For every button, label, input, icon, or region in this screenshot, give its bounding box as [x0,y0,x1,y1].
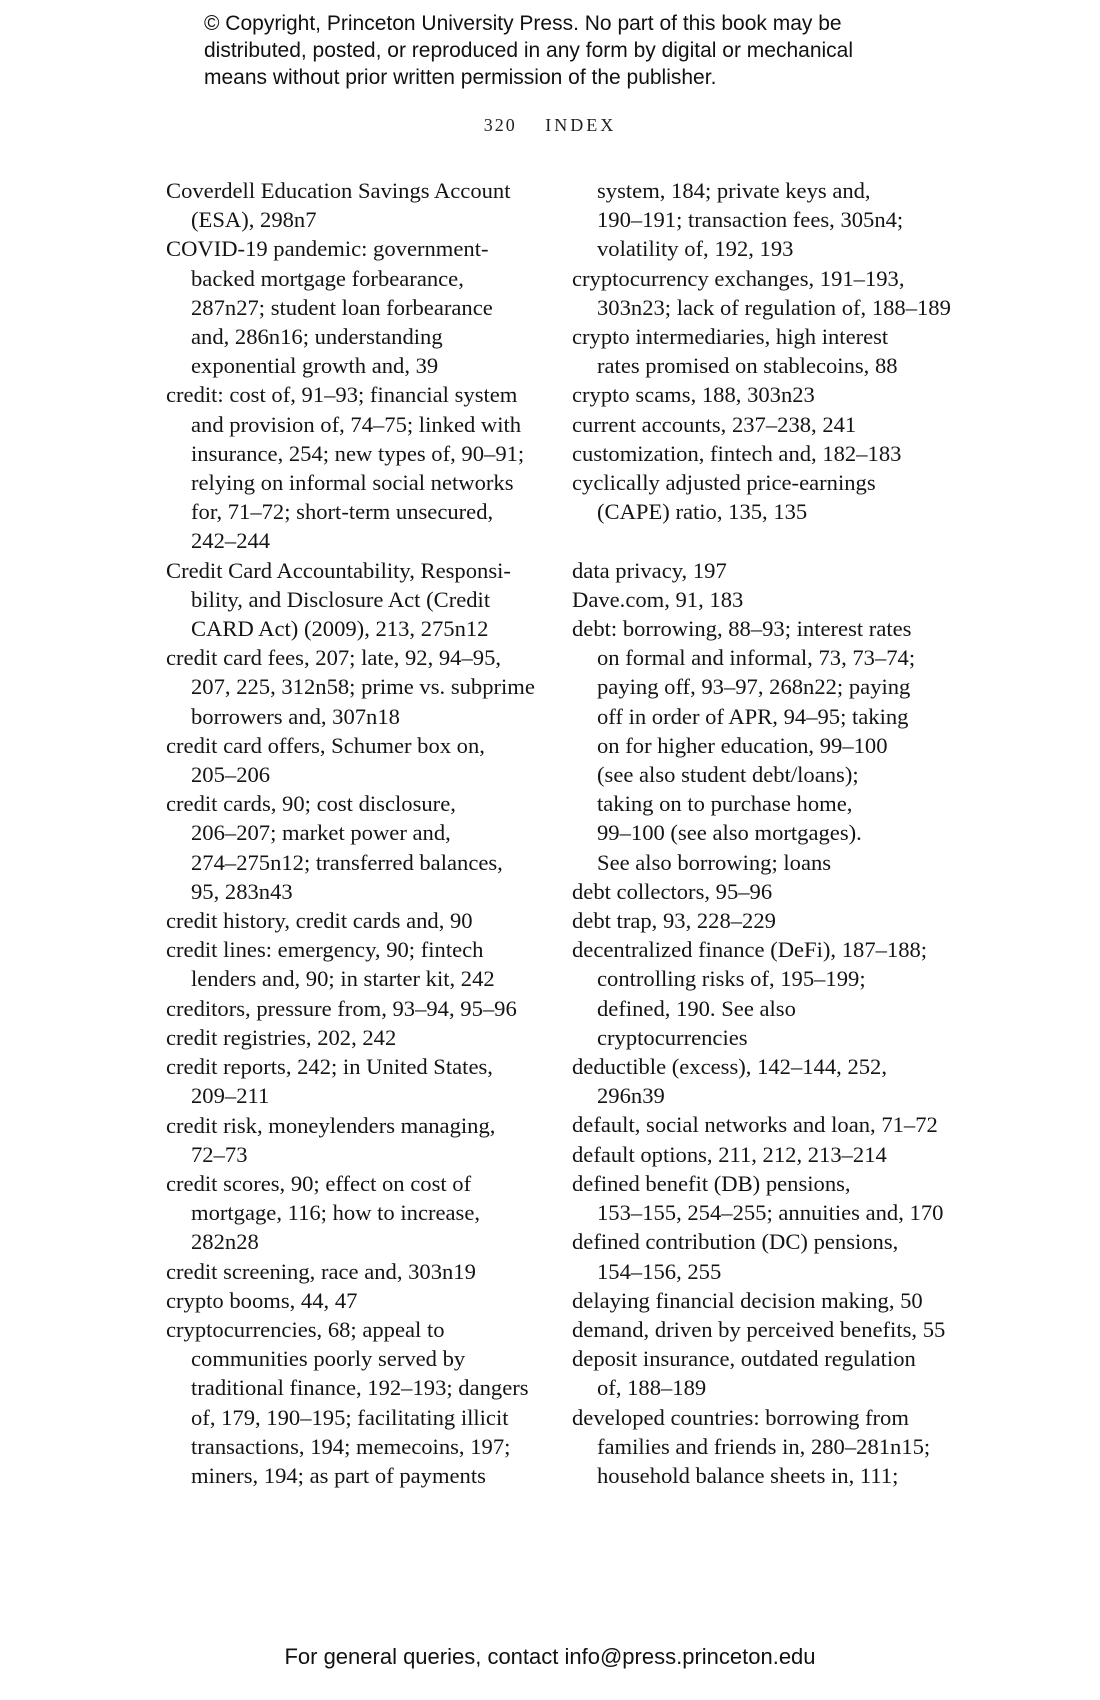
index-line: credit screening, race and, 303n19 [166,1258,476,1284]
index-line: CARD Act) (2009), 213, 275n12 [191,616,489,642]
index-line: (CAPE) ratio, 135, 135 [597,499,808,525]
index-line: rates promised on stablecoins, 88 [597,353,898,379]
footer-contact: For general queries, contact info@press.princeton.edu [284,1644,816,1669]
index-line: traditional finance, 192–193; dangers [191,1375,529,1401]
index-entry [166,1286,538,1315]
index-entry [166,176,538,234]
index-line: default options, 211, 212, 213–214 [572,1141,887,1167]
index-line: credit reports, 242; in United States, [166,1054,493,1080]
index-entry [166,1257,538,1286]
index-line: credit card fees, 207; late, 92, 94–95, [166,645,502,671]
index-line: decentralized finance (DeFi), 187–188; [572,937,928,963]
index-line: delaying financial decision making, 50 [572,1287,923,1313]
index-entry [572,614,960,877]
index-line: 99–100 (see also mortgages). [597,820,862,846]
index-line: credit lines: emergency, 90; fintech [166,937,484,963]
index-entry [166,789,538,906]
index-line: deductible (excess), 142–144, 252, [572,1054,887,1080]
index-line: credit card offers, Schumer box on, [166,732,485,758]
index-entry [166,906,538,935]
index-line: volatility of, 192, 193 [597,236,794,262]
index-line: 153–155, 254–255; annuities and, 170 [597,1200,944,1226]
index-line: relying on informal social networks [191,470,514,496]
index-line: lenders and, 90; in starter kit, 242 [191,966,495,992]
index-line: system, 184; private keys and, [597,178,871,203]
index-line: defined, 190. See also [597,995,796,1021]
index-line: backed mortgage forbearance, [191,265,464,291]
index-line: 206–207; market power and, [191,820,451,846]
index-letter-gap [572,526,960,555]
index-entry [166,1111,538,1169]
index-entry [166,994,538,1023]
index-line: 303n23; lack of regulation of, 188–189 [597,294,951,320]
copyright-line: distributed, posted, or reproduced in any form by digital or mechanical [204,39,854,62]
index-line: demand, driven by perceived benefits, 55 [572,1316,946,1342]
index-entry [166,935,538,993]
index-line: 296n39 [597,1083,665,1109]
index-line: cryptocurrencies, 68; appeal to [166,1316,445,1342]
index-line: crypto booms, 44, 47 [166,1287,358,1313]
index-entry [166,731,538,789]
index-line: taking on to purchase home, [597,791,853,817]
index-line: bility, and Disclosure Act (Credit [191,586,491,612]
index-line: of, 179, 190–195; facilitating illicit [191,1404,509,1430]
index-entry [572,877,960,906]
index-line: (ESA), 298n7 [191,207,317,233]
index-line: defined benefit (DB) pensions, [572,1170,851,1196]
index-line: and, 286n16; understanding [191,324,443,350]
index-column-left [166,176,538,1490]
index-line: credit risk, moneylenders managing, [166,1112,496,1138]
index-entry [572,380,960,409]
index-line: 282n28 [191,1229,259,1255]
index-line: debt: borrowing, 88–93; interest rates [572,616,912,642]
index-line: mortgage, 116; how to increase, [191,1200,481,1226]
index-line: default, social networks and loan, 71–72 [572,1112,938,1138]
index-line: Coverdell Education Savings Account [166,178,511,203]
index-line: defined contribution (DC) pensions, [572,1229,899,1255]
index-line: debt collectors, 95–96 [572,878,773,904]
index-line: credit: cost of, 91–93; financial system [166,382,518,408]
index-line: miners, 194; as part of payments [191,1462,486,1488]
index-line: 209–211 [191,1083,270,1109]
index-entry [572,1315,960,1344]
index-line: 190–191; transaction fees, 305n4; [597,207,904,233]
index-entry [572,1403,960,1491]
index-line: customization, fintech and, 182–183 [572,440,902,466]
index-line: of, 188–189 [597,1375,707,1401]
index-line: 72–73 [191,1141,248,1167]
index-entry [572,1344,960,1402]
copyright-notice [204,10,924,91]
index-column-right [572,176,960,1490]
index-entry [166,1169,538,1257]
index-line: communities poorly served by [191,1346,466,1372]
index-entry [572,556,960,585]
index-line: COVID-19 pandemic: government- [166,236,489,262]
index-entry [166,1023,538,1052]
index-entry [572,322,960,380]
index-line: insurance, 254; new types of, 90–91; [191,440,525,466]
index-entry [572,906,960,935]
index-entry [572,935,960,1052]
index-line: credit registries, 202, 242 [166,1024,397,1050]
index-entry [166,556,538,644]
index-line: on for higher education, 99–100 [597,732,888,758]
index-entry [572,585,960,614]
index-line: paying off, 93–97, 268n22; paying [597,674,911,700]
index-line: families and friends in, 280–281n15; [597,1433,931,1459]
index-line: data privacy, 197 [572,557,727,583]
index-entry [572,1110,960,1139]
index-line: (see also student debt/loans); [597,762,859,788]
index-line: crypto intermediaries, high interest [572,324,889,350]
index-line: 205–206 [191,762,271,788]
index-line: crypto scams, 188, 303n23 [572,382,815,408]
index-line: 207, 225, 312n58; prime vs. subprime [191,674,535,700]
index-line: household balance sheets in, 111; [597,1462,899,1488]
index-line: exponential growth and, 39 [191,353,439,379]
index-line: Dave.com, 91, 183 [572,586,744,612]
index-entry [166,234,538,380]
index-line: deposit insurance, outdated regulation [572,1346,916,1372]
index-entry [166,1315,538,1490]
index-line: 287n27; student loan forbearance [191,294,493,320]
index-line: creditors, pressure from, 93–94, 95–96 [166,995,517,1021]
index-line: cryptocurrency exchanges, 191–193, [572,265,905,291]
index-entry [572,1052,960,1110]
index-entry-continued [572,176,960,264]
index-line: See also borrowing; loans [597,849,832,875]
index-line: for, 71–72; short-term unsecured, [191,499,494,525]
index-line: controlling risks of, 195–199; [597,966,866,992]
copyright-line: means without prior written permission of the publisher. [204,66,717,89]
index-entry [572,468,960,526]
index-line: 242–244 [191,528,271,554]
index-line: credit history, credit cards and, 90 [166,908,473,934]
index-entry [572,1227,960,1285]
index-entry [166,643,538,731]
index-line: and provision of, 74–75; linked with [191,411,522,437]
index-entry [166,380,538,555]
index-line: debt trap, 93, 228–229 [572,908,776,934]
index-line: off in order of APR, 94–95; taking [597,703,909,729]
index-line: 274–275n12; transferred balances, [191,849,503,875]
copyright-line: © Copyright, Princeton University Press. No part of this book may be [204,12,842,35]
index-line: current accounts, 237–238, 241 [572,411,857,437]
index-entry [572,1140,960,1169]
index-line: on formal and informal, 73, 73–74; [597,645,916,671]
index-line: transactions, 194; memecoins, 197; [191,1433,511,1459]
index-entry [166,1052,538,1110]
index-line: developed countries: borrowing from [572,1404,909,1430]
index-entry [572,410,960,439]
section-title: INDEX [545,115,617,135]
index-entry [572,439,960,468]
index-entry [572,1169,960,1227]
index-entry [572,264,960,322]
running-head [0,115,1100,136]
index-line: cyclically adjusted price-earnings [572,470,876,496]
index-line: credit scores, 90; effect on cost of [166,1170,472,1196]
index-line: cryptocurrencies [597,1024,748,1050]
index-entry [572,1286,960,1315]
index-line: borrowers and, 307n18 [191,703,400,729]
index-line: 154–156, 255 [597,1258,722,1284]
index-line: Credit Card Accountability, Responsi- [166,557,511,583]
index-line: credit cards, 90; cost disclosure, [166,791,456,817]
index-line: 95, 283n43 [191,878,293,904]
page-number: 320 [483,115,517,135]
